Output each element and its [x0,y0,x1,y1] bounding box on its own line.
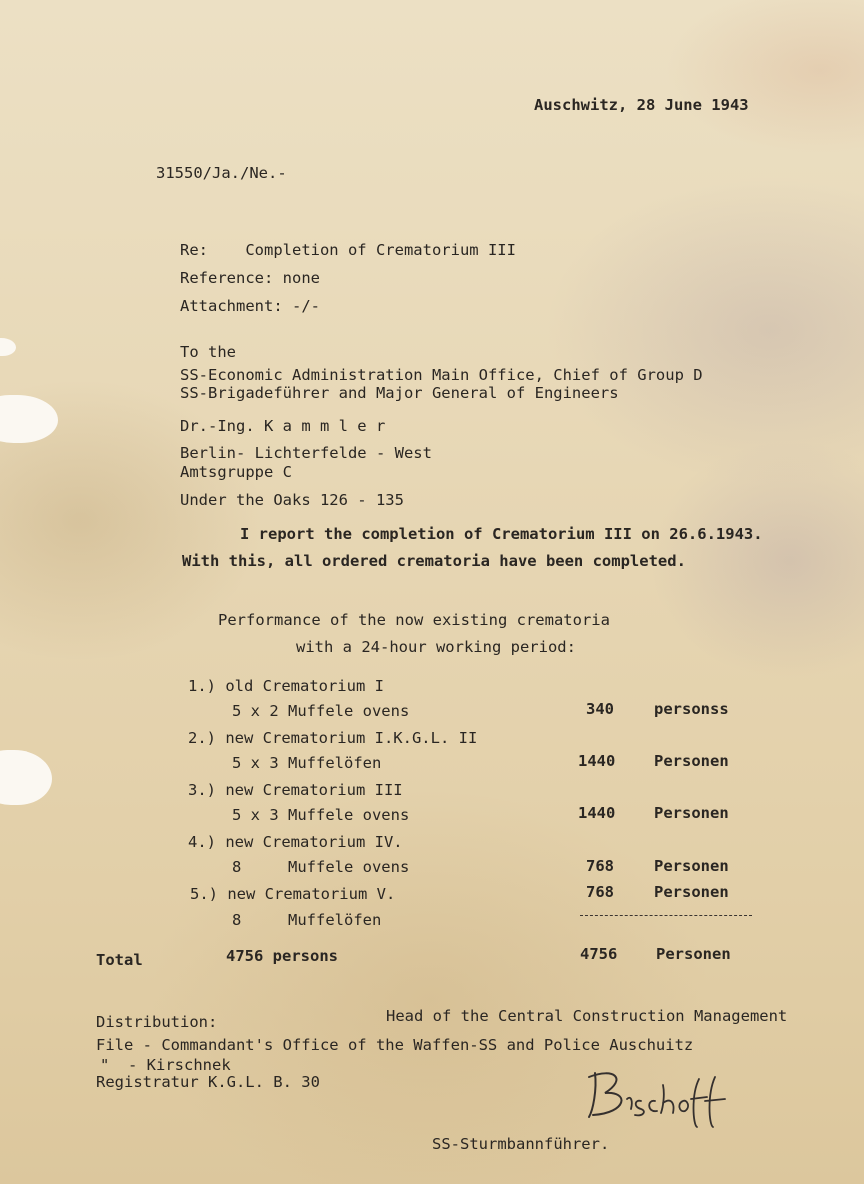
recipient-city: Berlin- Lichterfelde - West [180,444,432,462]
crematorium-count: 1440 [578,804,616,822]
recipient-street: Under the Oaks 126 - 135 [180,491,404,509]
recipient-title: SS-Brigadeführer and Major General of Engineers [180,384,619,402]
crematorium-unit: Personen [654,883,729,901]
total-count: 4756 [580,945,618,963]
head-of-management: Head of the Central Construction Management [386,1007,788,1025]
crematorium-ovens: 5 x 3 Muffelöfen [232,754,382,772]
attachment-line: Attachment: -/- [180,297,320,315]
crematorium-ovens: 8 Muffele ovens [232,858,410,876]
recipient-to: To the [180,343,236,361]
body-line-1: I report the completion of Crematorium III on 26.6.1943. [240,525,763,543]
crematorium-label: 3.) new Crematorium III [188,781,403,799]
distribution-file-line: File - Commandant's Office of the Waffen-SS and Police Auschuitz [96,1036,694,1054]
letter-date: Auschwitz, 28 June 1943 [534,96,749,114]
crematorium-count: 1440 [578,752,616,770]
crematorium-count: 768 [586,857,614,875]
crematorium-unit: Personen [654,857,729,875]
crematorium-unit: Personen [654,752,729,770]
crematorium-unit: personss [654,700,729,718]
recipient-group: Amtsgruppe C [180,463,292,481]
crematorium-label: 2.) new Crematorium I.K.G.L. II [188,729,478,747]
distribution-kirschnek: " - Kirschnek [100,1056,231,1074]
recipient-name: Dr.-Ing. K a m m l e r [180,417,386,435]
paper-tear-left-upper [0,395,58,443]
crematorium-ovens: 5 x 2 Muffele ovens [232,702,410,720]
crematorium-label: 1.) old Crematorium I [188,677,384,695]
paper-tear-left-top [0,338,16,356]
crematorium-ovens: 5 x 3 Muffele ovens [232,806,410,824]
performance-heading-2: with a 24-hour working period: [296,638,576,656]
registratur-line: Registratur K.G.L. B. 30 [96,1073,320,1091]
sum-underline [580,915,752,916]
crematorium-count: 768 [586,883,614,901]
total-persons: 4756 persons [226,947,338,965]
body-line-2: With this, all ordered crematoria have been completed. [182,552,686,570]
crematorium-unit: Personen [654,804,729,822]
file-reference: 31550/Ja./Ne.- [156,164,287,182]
subject-line: Re: Completion of Crematorium III [180,241,516,259]
crematorium-ovens: 8 Muffelöfen [232,911,382,929]
reference-line: Reference: none [180,269,320,287]
paper-tear-left-lower [0,750,52,805]
crematorium-count: 340 [586,700,614,718]
crematorium-label: 4.) new Crematorium IV. [188,833,403,851]
recipient-office: SS-Economic Administration Main Office, Chief of Group D [180,366,703,384]
total-unit: Personen [656,945,731,963]
signatory-rank: SS-Sturmbannführer. [432,1135,610,1153]
crematorium-label: 5.) new Crematorium V. [190,885,396,903]
distribution-label: Distribution: [96,1013,218,1031]
total-label: Total [96,951,143,969]
performance-heading-1: Performance of the now existing crematoria [218,611,610,629]
signature [575,1055,745,1130]
